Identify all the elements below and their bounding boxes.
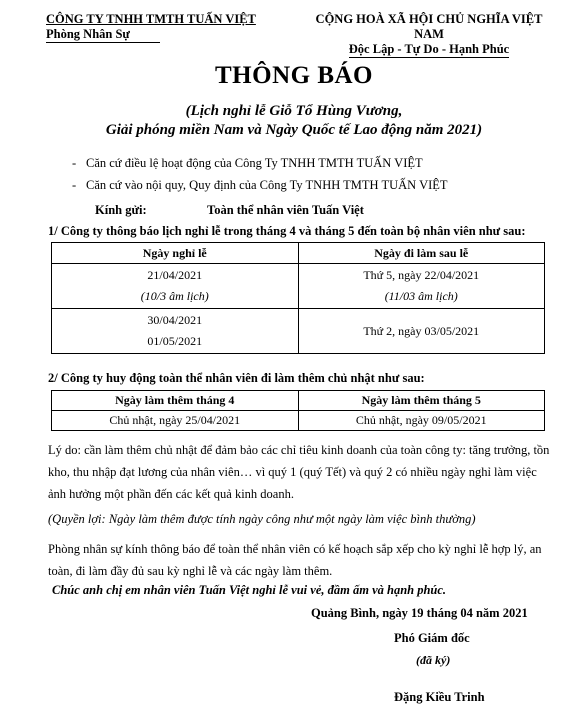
subtitle-line-2: Giải phóng miền Nam và Ngày Quốc tế Lao động năm 2021): [105, 122, 483, 138]
return-date: Thứ 5, ngày 22/04/2021: [363, 268, 480, 282]
extra-workday-table: [51, 390, 545, 431]
addressee-label: Kính gửi:: [95, 203, 147, 217]
basis-text: Căn cứ điều lệ hoạt động của Công Ty TNHH TMTH TUẤN VIỆT: [86, 156, 423, 170]
holiday-lunar: (10/3 âm lịch): [140, 289, 209, 303]
national-heading: [304, 12, 554, 58]
place-date: Quảng Bình, ngày 19 tháng 04 năm 2021: [311, 606, 528, 620]
section-2-heading: 2/ Công ty huy động toàn thể nhân viên đi làm thêm chủ nhật như sau:: [48, 371, 425, 385]
col-header: Ngày làm thêm tháng 4: [52, 391, 299, 411]
basis-item: [72, 178, 448, 193]
signer-role: Phó Giám đốc: [394, 631, 470, 645]
bullet-dash: -: [72, 178, 77, 192]
table-header-row: [52, 243, 545, 264]
holiday-date: 30/04/2021: [147, 313, 203, 327]
col-header: Ngày nghỉ lễ: [52, 243, 299, 264]
department-name: Phòng Nhân Sự: [46, 27, 160, 43]
holiday-cell: [52, 309, 299, 354]
table-row: [52, 309, 545, 354]
company-name: CÔNG TY TNHH TMTH TUẤN VIỆT: [46, 12, 256, 26]
col-header: Ngày đi làm sau lễ: [298, 243, 545, 264]
table-header-row: [52, 391, 545, 411]
reason-paragraph: Lý do: cần làm thêm chủ nhật để đảm bảo các chỉ tiêu kinh doanh của toàn công ty: tăng trưởng, tồn kho, thu nhập đạt lương của nhân viên… vì quý 1 (quý Tết) và quý 2 có nhiều ngày nghỉ làm việc ảnh hưởng một phần đến các kết quả kinh doanh.: [48, 443, 550, 501]
subtitle-line-1: (Lịch nghỉ lễ Giỗ Tổ Hùng Vương,: [185, 103, 403, 119]
document-title: THÔNG BÁO: [215, 62, 373, 89]
table-row: [52, 411, 545, 431]
bullet-dash: -: [72, 156, 77, 170]
signed-note: (đã ký): [416, 653, 451, 667]
sender-block: [46, 12, 256, 43]
holiday-date: 21/04/2021: [147, 268, 203, 282]
basis-item: [72, 156, 423, 171]
return-date: Thứ 2, ngày 03/05/2021: [363, 323, 480, 338]
nation-name: CỘNG HOÀ XÃ HỘI CHỦ NGHĨA VIỆT NAM: [315, 12, 543, 41]
signer-name: Đặng Kiều Trinh: [394, 690, 485, 704]
extra-day-cell: Chủ nhật, ngày 09/05/2021: [298, 411, 545, 431]
holiday-cell: [52, 264, 299, 309]
wish-line: Chúc anh chị em nhân viên Tuấn Việt nghỉ lễ vui vẻ, đầm ấm và hạnh phúc.: [52, 583, 447, 597]
basis-text: Căn cứ vào nội quy, Quy định của Công Ty TNHH TMTH TUẤN VIỆT: [86, 178, 448, 192]
national-motto: Độc Lập - Tự Do - Hạnh Phúc: [348, 42, 510, 56]
return-cell: [298, 309, 545, 354]
holiday-date: 01/05/2021: [147, 334, 203, 348]
addressee-value: Toàn thể nhân viên Tuấn Việt: [207, 203, 364, 217]
addressee: [95, 203, 364, 218]
benefit-note: (Quyền lợi: Ngày làm thêm được tính ngày công như một ngày làm việc bình thường): [48, 512, 476, 526]
return-cell: [298, 264, 545, 309]
holiday-table: [51, 242, 545, 354]
return-lunar: (11/03 âm lịch): [384, 289, 458, 303]
notice-paragraph: Phòng nhân sự kính thông báo để toàn thể nhân viên có kế hoạch sắp xếp cho kỳ nghỉ lễ hợp lý, an toàn, đi làm đầy đủ sau kỳ nghỉ lễ và các ngày làm thêm.: [48, 542, 542, 578]
table-row: [52, 264, 545, 309]
extra-day-cell: Chủ nhật, ngày 25/04/2021: [52, 411, 299, 431]
document-subtitle: [0, 102, 588, 140]
col-header: Ngày làm thêm tháng 5: [298, 391, 545, 411]
section-1-heading: 1/ Công ty thông báo lịch nghỉ lễ trong tháng 4 và tháng 5 đến toàn bộ nhân viên như sau:: [48, 224, 526, 238]
